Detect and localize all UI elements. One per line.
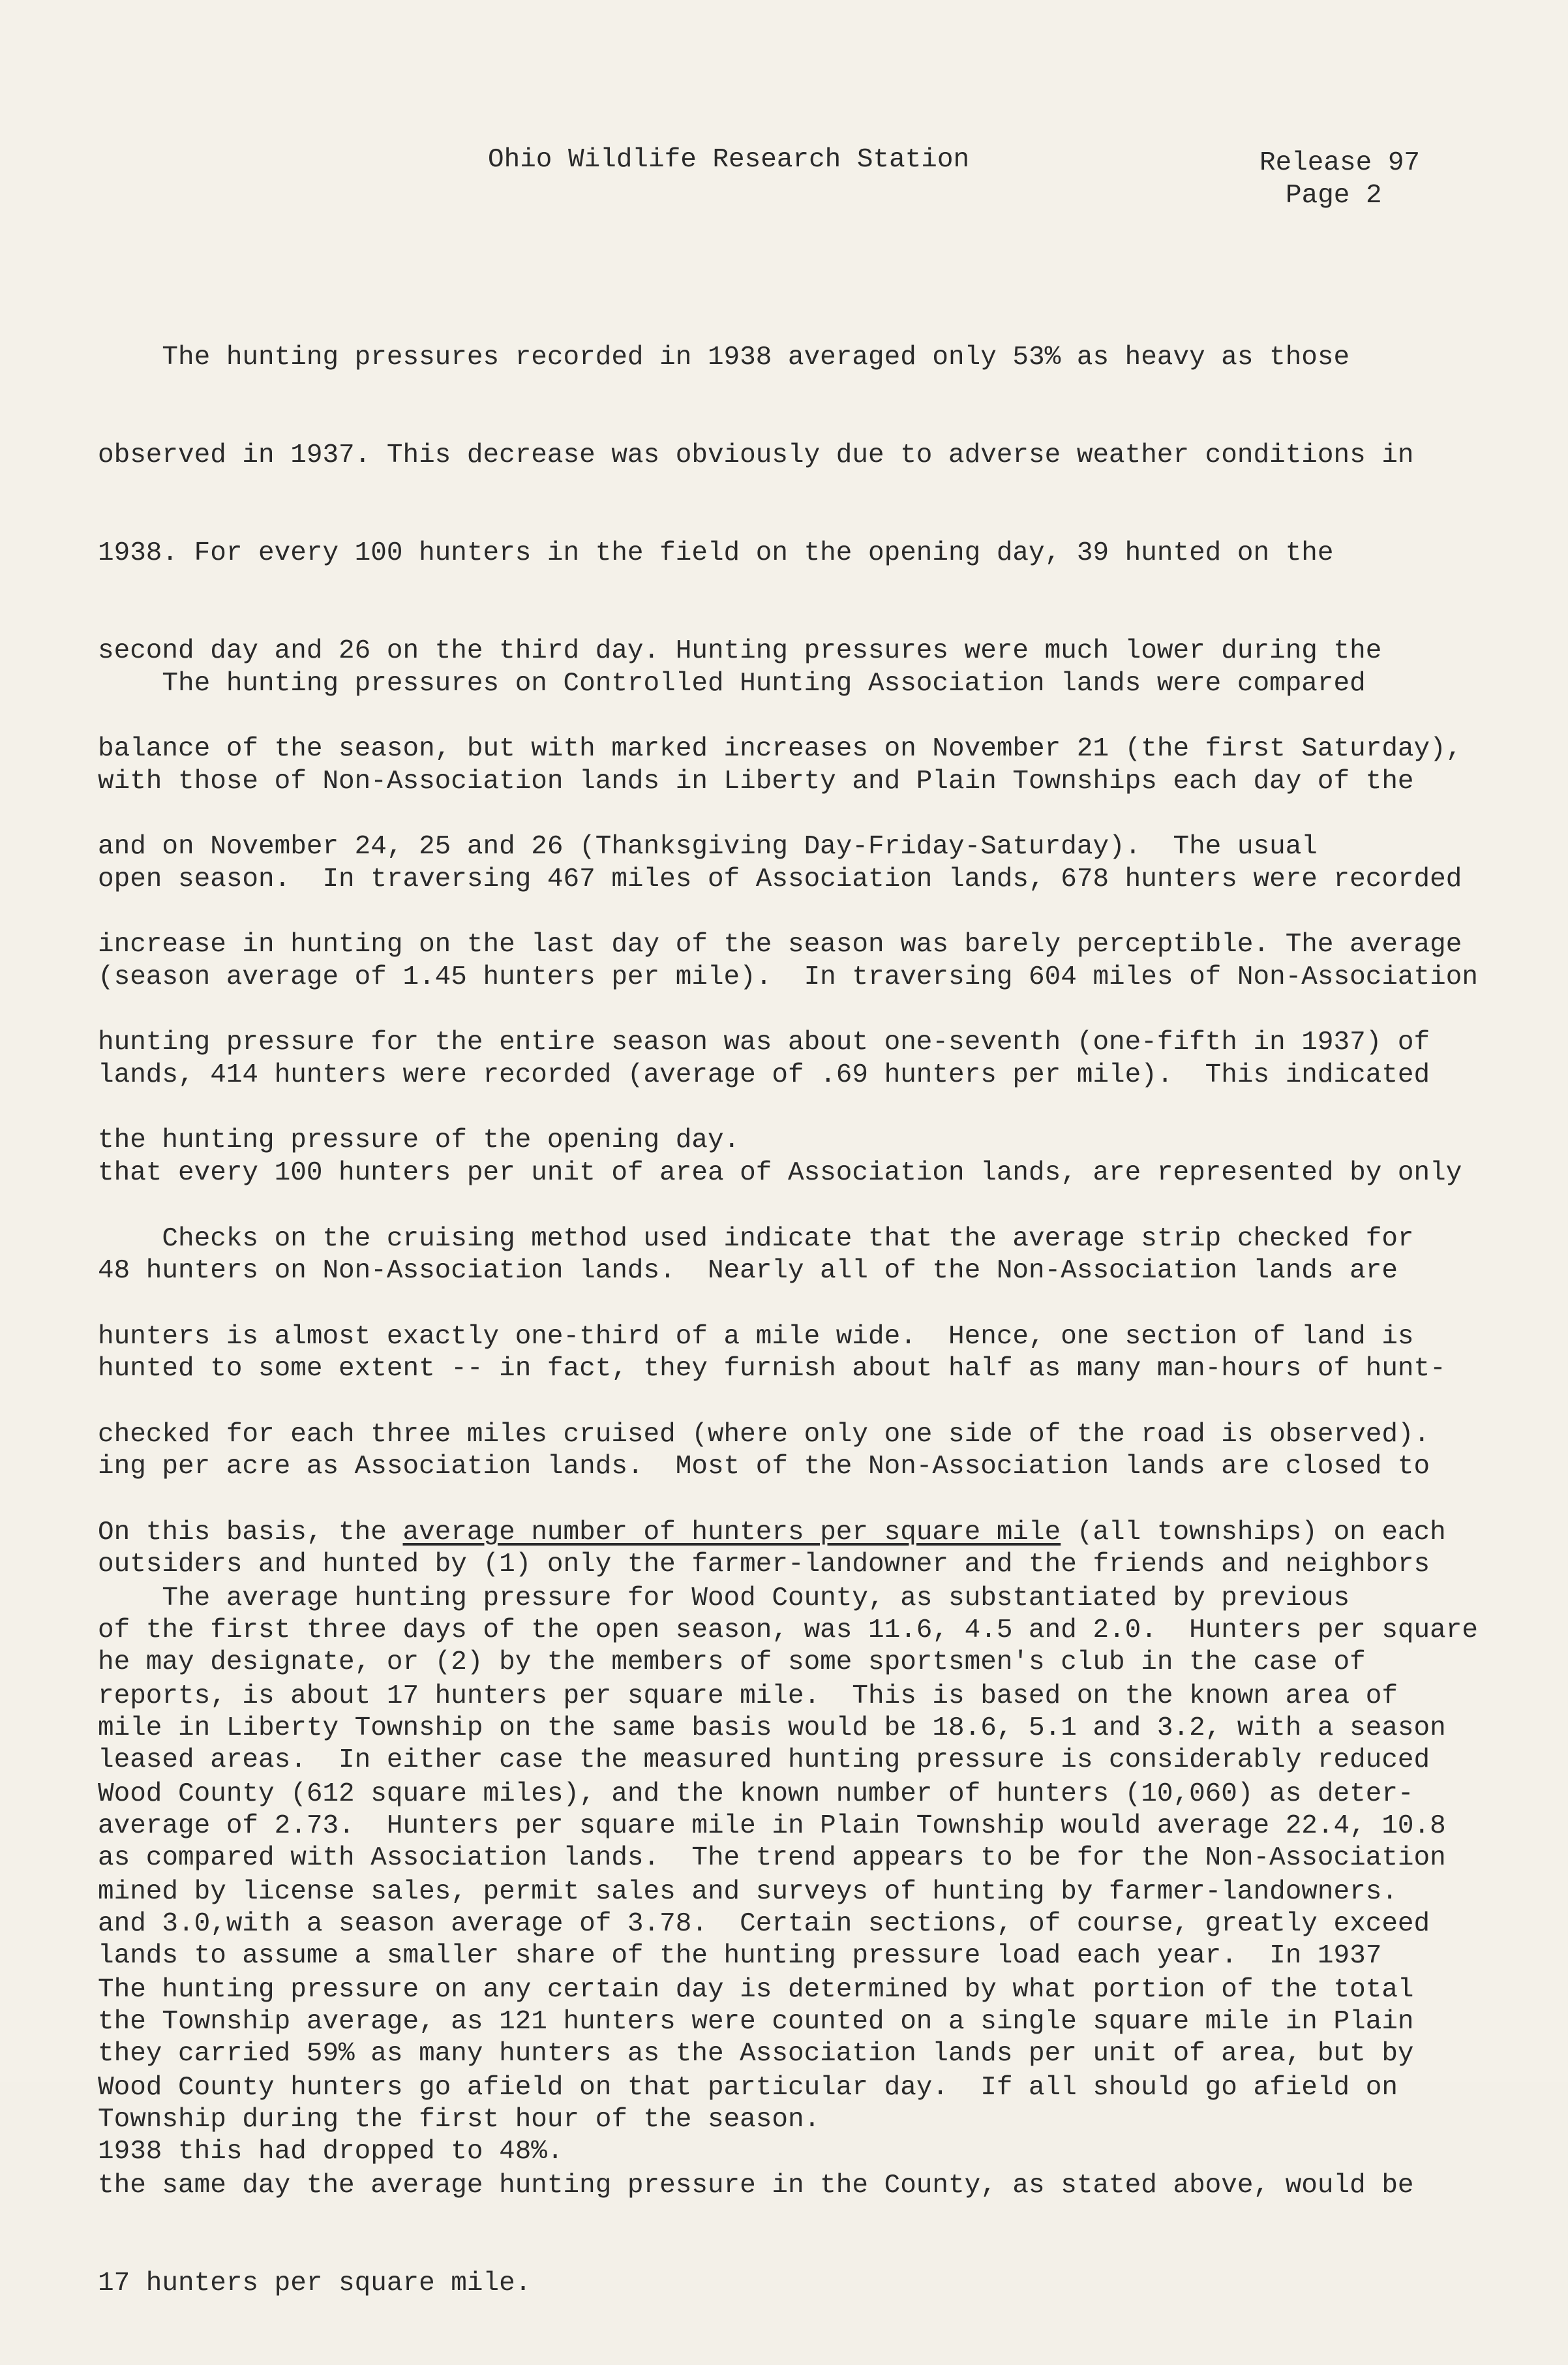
text-line: as compared with Association lands. The trend appears to be for the Non-Association — [98, 1843, 1446, 1873]
text-line: lands, 414 hunters were recorded (average of .69 hunters per mile). This indicated — [98, 1060, 1430, 1090]
text-line: The hunting pressure on any certain day is determined by what portion of the total — [98, 1975, 1414, 2005]
text-line: mined by license sales, permit sales and surveys of hunting by farmer-landowners. — [98, 1877, 1398, 1907]
text-line: 1938. For every 100 hunters in the field on the opening day, 39 hunted on the — [98, 538, 1334, 568]
text-line: Checks on the cruising method used indicate that the average strip checked for — [98, 1224, 1414, 1254]
text-line: The hunting pressures on Controlled Hunting Association lands were compared — [98, 669, 1366, 699]
text-line: and 3.0,with a season average of 3.78. Certain sections, of course, greatly exceed — [98, 1909, 1430, 1939]
text-line: hunted to some extent -- in fact, they furnish about half as many man-hours of hunt- — [98, 1354, 1446, 1384]
text-line: he may designate, or (2) by the members of some sportsmen's club in the case of — [98, 1647, 1366, 1677]
station-title: Ohio Wildlife Research Station — [488, 145, 970, 175]
text-line: the hunting pressure of the opening day. — [98, 1125, 740, 1155]
text-line: Wood County hunters go afield on that particular day. If all should go afield on — [98, 2073, 1398, 2103]
text-line: hunters is almost exactly one-third of a mile wide. Hence, one section of land is — [98, 1322, 1414, 1352]
text-line: outsiders and hunted by (1) only the farmer-landowner and the friends and neighbors — [98, 1549, 1430, 1579]
text-line: 48 hunters on Non-Association lands. Nearly all of the Non-Association lands are — [98, 1256, 1398, 1286]
text-line: balance of the season, but with marked increases on November 21 (the first Saturday), — [98, 734, 1462, 764]
release-number: Release 97 — [1259, 148, 1421, 178]
text-line: of the first three days of the open season, was 11.6, 4.5 and 2.0. Hunters per square — [98, 1615, 1478, 1645]
text-line: checked for each three miles cruised (where only one side of the road is observed). — [98, 1420, 1430, 1450]
text-line: reports, is about 17 hunters per square mile. This is based on the known area of — [98, 1681, 1398, 1711]
text-line: they carried 59% as many hunters as the Association lands per unit of area, but by — [98, 2039, 1414, 2069]
text-line: lands to assume a smaller share of the hunting pressure load each year. In 1937 — [98, 1941, 1382, 1971]
text-line: and on November 24, 25 and 26 (Thanksgiving Day-Friday-Saturday). The usual — [98, 832, 1318, 862]
text-line: The hunting pressures recorded in 1938 averaged only 53% as heavy as those — [98, 343, 1350, 373]
text-line: average of 2.73. Hunters per square mile in Plain Township would average 22.4, 10.8 — [98, 1811, 1446, 1841]
text-line: that every 100 hunters per unit of area of Association lands, are represented by only — [98, 1158, 1462, 1188]
text-line: leased areas. In either case the measured hunting pressure is considerably reduced — [98, 1745, 1430, 1775]
text-line: observed in 1937. This decrease was obviously due to adverse weather conditions in — [98, 440, 1414, 470]
text-line: mile in Liberty Township on the same basis would be 18.6, 5.1 and 3.2, with a season — [98, 1713, 1446, 1743]
text-line: (season average of 1.45 hunters per mile). In traversing 604 miles of Non-Association — [98, 962, 1478, 992]
text-line: Township during the first hour of the season. — [98, 2105, 821, 2135]
text-line: second day and 26 on the third day. Hunting pressures were much lower during the — [98, 636, 1382, 666]
page-number: Page 2 — [1286, 181, 1382, 211]
text-line: the same day the average hunting pressure in the County, as stated above, would be — [98, 2171, 1414, 2201]
text-line: with those of Non-Association lands in Liberty and Plain Townships each day of the — [98, 767, 1414, 797]
text-line: 17 hunters per square mile. — [98, 2268, 532, 2298]
text-line: The average hunting pressure for Wood County, as substantiated by previous — [98, 1583, 1350, 1613]
text-line: ing per acre as Association lands. Most of the Non-Association lands are closed to — [98, 1452, 1430, 1482]
text-segment: On this basis, the — [98, 1518, 403, 1548]
text-line: 1938 this had dropped to 48%. — [98, 2137, 564, 2167]
text-line: hunting pressure for the entire season was about one-seventh (one-fifth in 1937) of — [98, 1028, 1430, 1058]
text-line: the Township average, as 121 hunters were counted on a single square mile in Plain — [98, 2007, 1414, 2037]
text-line: open season. In traversing 467 miles of Association lands, 678 hunters were recorded — [98, 864, 1462, 894]
text-line: increase in hunting on the last day of the season was barely perceptible. The average — [98, 930, 1462, 960]
text-line: Wood County (612 square miles), and the known number of hunters (10,060) as deter- — [98, 1779, 1414, 1809]
text-segment: (all townships) on each — [1061, 1518, 1446, 1548]
paragraph-4 — [98, 1517, 1414, 2365]
underlined-phrase: average number of hunters per square mile — [402, 1518, 1061, 1548]
